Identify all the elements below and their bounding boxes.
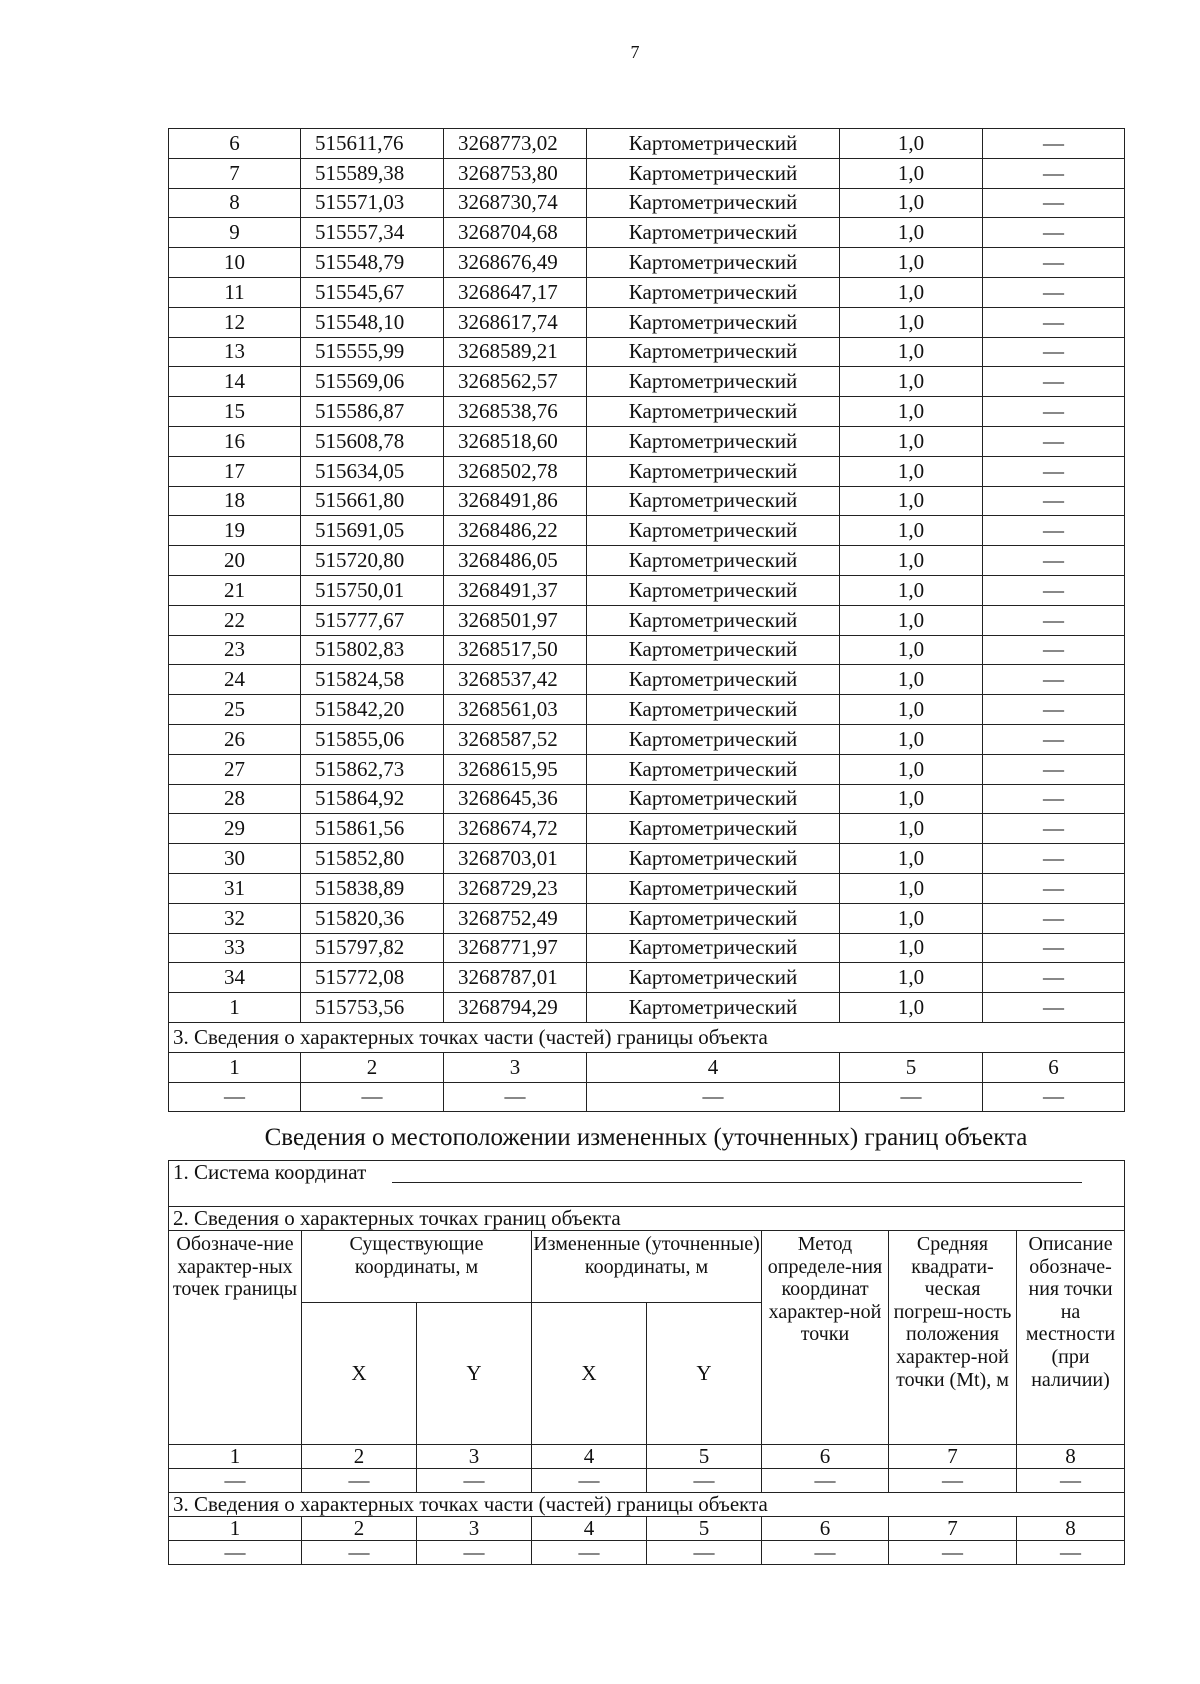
error-header: Средняя квадрати-ческая погреш-ность положения характер-ной точки (Mt), м [889,1231,1017,1445]
accuracy: 1,0 [840,724,983,754]
method: Картометрический [587,367,840,397]
method: Картометрический [587,546,840,576]
x-coordinate: 515720,80 [301,546,444,576]
blank-cell [169,1184,1125,1207]
table-row [169,337,1125,367]
accuracy: 1,0 [840,665,983,695]
method: Картометрический [587,277,840,307]
table-row [169,635,1125,665]
accuracy: 1,0 [840,575,983,605]
column-number: 1 [169,1445,302,1469]
table-row [169,277,1125,307]
method: Картометрический [587,695,840,725]
y-coordinate: 3268537,42 [444,665,587,695]
description: — [983,724,1125,754]
method: Картометрический [587,337,840,367]
method: Картометрический [587,129,840,159]
y-coordinate: 3268674,72 [444,814,587,844]
x-coordinate: 515753,56 [301,993,444,1023]
existing-y-header: Y [417,1303,532,1445]
dash-cell: — [889,1541,1017,1565]
method: Картометрический [587,933,840,963]
y-coordinate: 3268704,68 [444,218,587,248]
accuracy: 1,0 [840,546,983,576]
accuracy: 1,0 [840,695,983,725]
parts-section-title: 3. Сведения о характерных точках части (частей) границы объекта [169,1022,1125,1052]
x-coordinate: 515557,34 [301,218,444,248]
x-coordinate: 515611,76 [301,129,444,159]
table-row [169,903,1125,933]
table-row [169,456,1125,486]
column-number: 6 [762,1517,889,1541]
y-coordinate: 3268589,21 [444,337,587,367]
column-numbers-row [169,1445,1125,1469]
point-number: 24 [169,665,301,695]
x-coordinate: 515750,01 [301,575,444,605]
method: Картометрический [587,754,840,784]
description: — [983,188,1125,218]
description: — [983,248,1125,278]
table-row [169,486,1125,516]
accuracy: 1,0 [840,486,983,516]
description: — [983,635,1125,665]
column-number: 5 [647,1445,762,1469]
point-number: 11 [169,277,301,307]
method: Картометрический [587,486,840,516]
table-row [169,516,1125,546]
column-number: 5 [647,1517,762,1541]
method: Картометрический [587,188,840,218]
parts-title-row [169,1493,1125,1517]
point-number: 34 [169,963,301,993]
point-number: 12 [169,307,301,337]
accuracy: 1,0 [840,814,983,844]
description: — [983,665,1125,695]
coordinate-system-cell [169,1161,1125,1184]
method: Картометрический [587,665,840,695]
point-number: 14 [169,367,301,397]
parts-section-title: 3. Сведения о характерных точках части (частей) границы объекта [169,1493,1125,1517]
y-coordinate: 3268773,02 [444,129,587,159]
y-coordinate: 3268538,76 [444,397,587,427]
designation-header: Обозначе-ние характер-ных точек границы [169,1231,302,1445]
accuracy: 1,0 [840,129,983,159]
table-row [169,844,1125,874]
accuracy: 1,0 [840,397,983,427]
point-number: 1 [169,993,301,1023]
changed-coordinates-header: Измененные (уточненные) координаты, м [532,1231,762,1303]
dash-cell: — [169,1541,302,1565]
column-number: 4 [587,1052,840,1082]
accuracy: 1,0 [840,158,983,188]
x-coordinate: 515548,79 [301,248,444,278]
accuracy: 1,0 [840,754,983,784]
point-number: 27 [169,754,301,784]
table-row [169,665,1125,695]
point-number: 17 [169,456,301,486]
x-coordinate: 515569,06 [301,367,444,397]
accuracy: 1,0 [840,248,983,278]
point-number: 26 [169,724,301,754]
y-coordinate: 3268617,74 [444,307,587,337]
description: — [983,486,1125,516]
table-row [169,575,1125,605]
x-coordinate: 515634,05 [301,456,444,486]
column-number: 8 [1017,1517,1125,1541]
x-coordinate: 515824,58 [301,665,444,695]
description-header: Описание обозначе-ния точки на местности (при наличии) [1017,1231,1125,1445]
parts-column-numbers-row [169,1517,1125,1541]
description: — [983,337,1125,367]
point-number: 23 [169,635,301,665]
point-number: 30 [169,844,301,874]
table-row [169,933,1125,963]
accuracy: 1,0 [840,963,983,993]
accuracy: 1,0 [840,903,983,933]
x-coordinate: 515589,38 [301,158,444,188]
changed-y-header: Y [647,1303,762,1445]
y-coordinate: 3268676,49 [444,248,587,278]
y-coordinate: 3268753,80 [444,158,587,188]
y-coordinate: 3268647,17 [444,277,587,307]
description: — [983,903,1125,933]
points-table-body [169,129,1125,1023]
accuracy: 1,0 [840,188,983,218]
x-coordinate: 515797,82 [301,933,444,963]
method: Картометрический [587,844,840,874]
column-number: 2 [301,1052,444,1082]
changed-borders-table [168,1160,1125,1565]
accuracy: 1,0 [840,844,983,874]
table-row [169,814,1125,844]
point-number: 9 [169,218,301,248]
y-coordinate: 3268771,97 [444,933,587,963]
description: — [983,307,1125,337]
coordinate-system-row [169,1161,1125,1184]
description: — [983,993,1125,1023]
dash-cell: — [532,1469,647,1493]
table-row [169,695,1125,725]
x-coordinate: 515777,67 [301,605,444,635]
parts-empty-row [169,1082,1125,1112]
description: — [983,844,1125,874]
table-row [169,218,1125,248]
table-row [169,873,1125,903]
column-number: 1 [169,1052,301,1082]
x-coordinate: 515861,56 [301,814,444,844]
x-coordinate: 515555,99 [301,337,444,367]
column-number: 2 [302,1445,417,1469]
x-coordinate: 515842,20 [301,695,444,725]
point-number: 22 [169,605,301,635]
x-coordinate: 515864,92 [301,784,444,814]
coordinate-system-label: 1. Система координат [173,1160,367,1184]
column-number: 1 [169,1517,302,1541]
dash-cell: — [417,1469,532,1493]
dash-cell: — [1017,1469,1125,1493]
column-number: 6 [762,1445,889,1469]
changed-borders-heading: Сведения о местоположении измененных (уточненных) границ объекта [264,1124,1028,1151]
column-number: 6 [983,1052,1125,1082]
column-number: 4 [532,1445,647,1469]
dash-cell: — [840,1082,983,1112]
dash-cell: — [762,1541,889,1565]
method: Картометрический [587,963,840,993]
description: — [983,516,1125,546]
table-row [169,605,1125,635]
dash-cell: — [444,1082,587,1112]
method: Картометрический [587,307,840,337]
dash-cell: — [532,1541,647,1565]
y-coordinate: 3268517,50 [444,635,587,665]
method: Картометрический [587,873,840,903]
y-coordinate: 3268486,05 [444,546,587,576]
point-number: 18 [169,486,301,516]
parts-section-title-row [169,1022,1125,1052]
table-row [169,426,1125,456]
accuracy: 1,0 [840,635,983,665]
description: — [983,784,1125,814]
column-number: 7 [889,1445,1017,1469]
y-coordinate: 3268615,95 [444,754,587,784]
x-coordinate: 515545,67 [301,277,444,307]
y-coordinate: 3268491,86 [444,486,587,516]
point-number: 25 [169,695,301,725]
point-number: 33 [169,933,301,963]
accuracy: 1,0 [840,277,983,307]
column-number: 4 [532,1517,647,1541]
x-coordinate: 515586,87 [301,397,444,427]
accuracy: 1,0 [840,218,983,248]
description: — [983,367,1125,397]
description: — [983,933,1125,963]
method: Картометрический [587,456,840,486]
point-number: 29 [169,814,301,844]
dash-cell: — [301,1082,444,1112]
x-coordinate: 515548,10 [301,307,444,337]
method: Картометрический [587,516,840,546]
header-row [169,1231,1125,1303]
method: Картометрический [587,814,840,844]
dash-cell: — [889,1469,1017,1493]
table-row [169,129,1125,159]
dash-cell: — [169,1469,302,1493]
point-number: 16 [169,426,301,456]
existing-coordinates-header: Существующие координаты, м [302,1231,532,1303]
table-row [169,158,1125,188]
x-coordinate: 515608,78 [301,426,444,456]
column-number: 8 [1017,1445,1125,1469]
point-number: 7 [169,158,301,188]
points-section-title: 2. Сведения о характерных точках границ объекта [169,1207,1125,1231]
method: Картометрический [587,397,840,427]
blank-row [169,1184,1125,1207]
dash-cell: — [169,1082,301,1112]
x-coordinate: 515661,80 [301,486,444,516]
point-number: 20 [169,546,301,576]
description: — [983,426,1125,456]
points-table [168,128,1125,1112]
method: Картометрический [587,158,840,188]
table-row [169,188,1125,218]
accuracy: 1,0 [840,933,983,963]
point-number: 32 [169,903,301,933]
method-header: Метод определе-ния координат характер-ной точки [762,1231,889,1445]
column-number: 3 [444,1052,587,1082]
y-coordinate: 3268562,57 [444,367,587,397]
point-number: 10 [169,248,301,278]
dash-cell: — [647,1469,762,1493]
y-coordinate: 3268787,01 [444,963,587,993]
column-number: 3 [417,1517,532,1541]
coordinate-system-fill-line [392,1166,1082,1183]
point-number: 28 [169,784,301,814]
method: Картометрический [587,784,840,814]
y-coordinate: 3268561,03 [444,695,587,725]
existing-x-header: X [302,1303,417,1445]
description: — [983,129,1125,159]
parts-column-numbers-row [169,1052,1125,1082]
accuracy: 1,0 [840,784,983,814]
description: — [983,397,1125,427]
point-number: 21 [169,575,301,605]
method: Картометрический [587,993,840,1023]
description: — [983,695,1125,725]
y-coordinate: 3268729,23 [444,873,587,903]
column-number: 2 [302,1517,417,1541]
method: Картометрический [587,426,840,456]
accuracy: 1,0 [840,426,983,456]
accuracy: 1,0 [840,456,983,486]
dash-cell: — [417,1541,532,1565]
table-row [169,307,1125,337]
point-number: 8 [169,188,301,218]
page-number: 7 [630,42,640,62]
accuracy: 1,0 [840,605,983,635]
x-coordinate: 515838,89 [301,873,444,903]
x-coordinate: 515772,08 [301,963,444,993]
description: — [983,546,1125,576]
table-row [169,963,1125,993]
accuracy: 1,0 [840,516,983,546]
method: Картометрический [587,635,840,665]
point-number: 19 [169,516,301,546]
x-coordinate: 515571,03 [301,188,444,218]
column-number: 3 [417,1445,532,1469]
y-coordinate: 3268752,49 [444,903,587,933]
accuracy: 1,0 [840,993,983,1023]
y-coordinate: 3268794,29 [444,993,587,1023]
table-row [169,784,1125,814]
point-number: 6 [169,129,301,159]
column-number: 7 [889,1517,1017,1541]
x-coordinate: 515852,80 [301,844,444,874]
dash-cell: — [587,1082,840,1112]
dash-cell: — [647,1541,762,1565]
description: — [983,158,1125,188]
accuracy: 1,0 [840,307,983,337]
table-row [169,993,1125,1023]
y-coordinate: 3268587,52 [444,724,587,754]
table-row [169,754,1125,784]
x-coordinate: 515862,73 [301,754,444,784]
table-row [169,546,1125,576]
description: — [983,963,1125,993]
accuracy: 1,0 [840,367,983,397]
method: Картометрический [587,605,840,635]
y-coordinate: 3268502,78 [444,456,587,486]
table-row [169,248,1125,278]
description: — [983,277,1125,307]
method: Картометрический [587,218,840,248]
dash-cell: — [302,1469,417,1493]
x-coordinate: 515691,05 [301,516,444,546]
table-row [169,397,1125,427]
description: — [983,456,1125,486]
y-coordinate: 3268518,60 [444,426,587,456]
method: Картометрический [587,575,840,605]
point-number: 31 [169,873,301,903]
parts-empty-row [169,1541,1125,1565]
x-coordinate: 515855,06 [301,724,444,754]
dash-cell: — [983,1082,1125,1112]
y-coordinate: 3268501,97 [444,605,587,635]
description: — [983,575,1125,605]
description: — [983,873,1125,903]
column-number: 5 [840,1052,983,1082]
changed-x-header: X [532,1303,647,1445]
x-coordinate: 515820,36 [301,903,444,933]
x-coordinate: 515802,83 [301,635,444,665]
dash-cell: — [762,1469,889,1493]
y-coordinate: 3268645,36 [444,784,587,814]
table-row [169,367,1125,397]
point-number: 15 [169,397,301,427]
point-number: 13 [169,337,301,367]
description: — [983,605,1125,635]
dash-cell: — [302,1541,417,1565]
description: — [983,218,1125,248]
accuracy: 1,0 [840,337,983,367]
y-coordinate: 3268486,22 [444,516,587,546]
y-coordinate: 3268491,37 [444,575,587,605]
y-coordinate: 3268730,74 [444,188,587,218]
table-row [169,724,1125,754]
empty-row [169,1469,1125,1493]
y-coordinate: 3268703,01 [444,844,587,874]
description: — [983,754,1125,784]
points-title-row [169,1207,1125,1231]
method: Картометрический [587,248,840,278]
accuracy: 1,0 [840,873,983,903]
description: — [983,814,1125,844]
method: Картометрический [587,724,840,754]
dash-cell: — [1017,1541,1125,1565]
method: Картометрический [587,903,840,933]
